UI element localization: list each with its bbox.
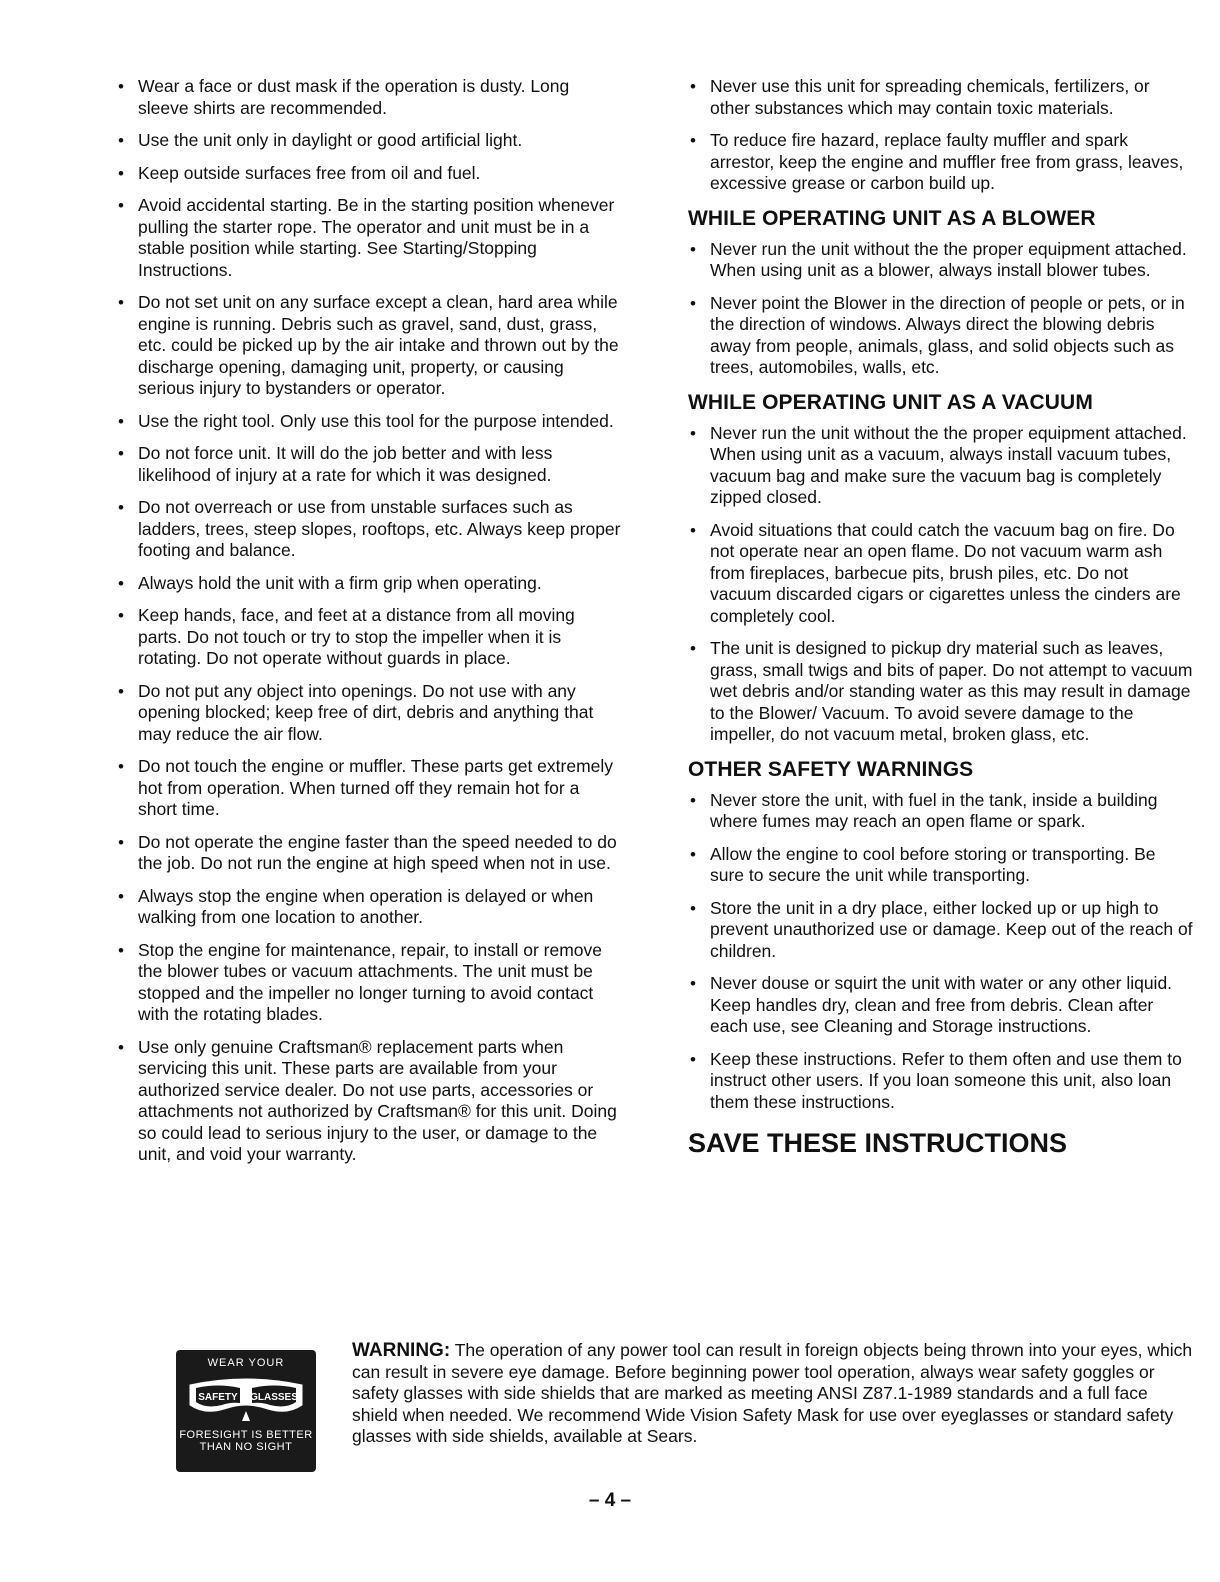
list-item: • Do not put any object into openings. Do not use with any opening blocked; keep free of dirt, debris and anything that may reduce the air flow.: [116, 681, 622, 746]
list-item: • Allow the engine to cool before storing or transporting. Be sure to secure the unit while transporting.: [688, 844, 1193, 887]
list-item: • To reduce fire hazard, replace faulty muffler and spark arrestor, keep the engine and muffler free from grass, leaves, excessive grease or carbon build up.: [688, 130, 1193, 195]
list-item: • Never run the unit without the the proper equipment attached. When using unit as a blower, always install blower tubes.: [688, 239, 1193, 282]
warning-lead: WARNING:: [352, 1340, 451, 1361]
list-item: • Store the unit in a dry place, either locked up or up high to prevent unauthorized use or damage. Keep out of the reach of children.: [688, 898, 1193, 963]
list-item: • Keep outside surfaces free from oil and fuel.: [116, 163, 622, 185]
safety-glasses-badge: [176, 1350, 316, 1472]
list-item: • Use the unit only in daylight or good artificial light.: [116, 130, 622, 152]
list-item: • Avoid situations that could catch the vacuum bag on fire. Do not operate near an open flame. Do not vacuum warm ash from fireplaces, barbecue pits, brush piles, etc. Do not vacuum discarded cigars or cigarettes unless the cinders are completely cool.: [688, 520, 1193, 628]
list-item: • Wear a face or dust mask if the operation is dusty. Long sleeve shirts are recommended.: [116, 76, 622, 119]
list-item: • Never use this unit for spreading chemicals, fertilizers, or other substances which may contain toxic materials.: [688, 76, 1193, 119]
list-item: • Use only genuine Craftsman® replacement parts when servicing this unit. These parts are available from your authorized service dealer. Do not use parts, accessories or attachments not authorized by Craftsman® for this unit. Doing so could lead to serious injury to the user, or damage to the unit, and void your warranty.: [116, 1037, 622, 1166]
right-column: [688, 76, 1193, 1159]
warning-paragraph: [352, 1340, 1194, 1448]
list-item: • Use the right tool. Only use this tool for the purpose intended.: [116, 411, 622, 433]
list-item: • Always stop the engine when operation is delayed or when walking from one location to another.: [116, 886, 622, 929]
left-column: [116, 76, 622, 1177]
blower-bullet-list: [688, 239, 1193, 379]
list-item: • Do not overreach or use from unstable surfaces such as ladders, trees, steep slopes, rooftops, etc. Always keep proper footing and balance.: [116, 497, 622, 562]
list-item: • Always hold the unit with a firm grip when operating.: [116, 573, 622, 595]
badge-motto-line-1: FORESIGHT IS BETTER: [179, 1429, 313, 1441]
badge-motto-line-2: THAN NO SIGHT: [199, 1441, 293, 1453]
list-item: • Do not set unit on any surface except a clean, hard area while engine is running. Debris such as gravel, sand, dust, grass, etc. could be picked up by the air intake and thrown out by the discharge opening, damaging unit, property, or causing serious injury to bystanders or operator.: [116, 292, 622, 400]
list-item: • Keep these instructions. Refer to them often and use them to instruct other users. If you loan someone this unit, also loan them these instructions.: [688, 1049, 1193, 1114]
left-bullet-list: [116, 76, 622, 1166]
page-number: – 4 –: [588, 1490, 632, 1511]
list-item: • Do not touch the engine or muffler. These parts get extremely hot from operation. When turned off they remain hot for a short time.: [116, 756, 622, 821]
list-item: • Stop the engine for maintenance, repair, to install or remove the blower tubes or vacuum attachments. The unit must be stopped and the impeller no longer turning to avoid contact with the rotating blades.: [116, 940, 622, 1026]
badge-top-text: WEAR YOUR: [207, 1357, 285, 1369]
blower-section-heading: WHILE OPERATING UNIT AS A BLOWER: [688, 206, 1096, 230]
vacuum-section-heading: WHILE OPERATING UNIT AS A VACUUM: [688, 390, 1093, 414]
lens-right-label: GLASSES: [250, 1392, 298, 1403]
list-item: • Keep hands, face, and feet at a distance from all moving parts. Do not touch or try to stop the impeller when it is rotating. Do not operate without guards in place.: [116, 605, 622, 670]
list-item: • The unit is designed to pickup dry material such as leaves, grass, small twigs and bits of paper. Do not attempt to vacuum wet debris and/or standing water as this may result in damage to the Blower/ Vacuum. To avoid severe damage to the impeller, do not vacuum metal, broken glass, etc.: [688, 638, 1193, 746]
list-item: • Do not operate the engine faster than the speed needed to do the job. Do not run the engine at high speed when not in use.: [116, 832, 622, 875]
warning-body: The operation of any power tool can result in foreign objects being thrown into your eyes, which can result in severe eye damage. Before beginning power tool operation, always wear safety goggles or safety glasses with side shields that are marked as meeting ANSI Z87.1-1989 standards and a full face shield when needed. We recommend Wide Vision Safety Mask for use over eyeglasses or standard safety glasses with side shields, available at Sears.: [352, 1340, 1193, 1446]
intro-bullet-list: [688, 76, 1193, 195]
list-item: • Never douse or squirt the unit with water or any other liquid. Keep handles dry, clean and free from debris. Clean after each use, see Cleaning and Storage instructions.: [688, 973, 1193, 1038]
vacuum-bullet-list: [688, 423, 1193, 746]
other-warnings-heading: OTHER SAFETY WARNINGS: [688, 757, 974, 781]
list-item: • Do not force unit. It will do the job better and with less likelihood of injury at a rate for which it was designed.: [116, 443, 622, 486]
list-item: • Never point the Blower in the direction of people or pets, or in the direction of windows. Always direct the blowing debris away from people, animals, glass, and solid objects such as trees, automobiles, walls, etc.: [688, 293, 1193, 379]
safety-goggles-icon: [184, 1371, 308, 1427]
other-warnings-list: [688, 790, 1193, 1114]
list-item: • Never run the unit without the the proper equipment attached. When using unit as a vacuum, always install vacuum tubes, vacuum bag and make sure the vacuum bag is completely zipped closed.: [688, 423, 1193, 509]
save-instructions-heading: SAVE THESE INSTRUCTIONS: [688, 1128, 1068, 1158]
lens-left-label: SAFETY: [198, 1392, 238, 1403]
list-item: • Avoid accidental starting. Be in the starting position whenever pulling the starter rope. The operator and unit must be in a stable position while starting. See Starting/Stopping Instructions.: [116, 195, 622, 281]
list-item: • Never store the unit, with fuel in the tank, inside a building where fumes may reach an open flame or spark.: [688, 790, 1193, 833]
